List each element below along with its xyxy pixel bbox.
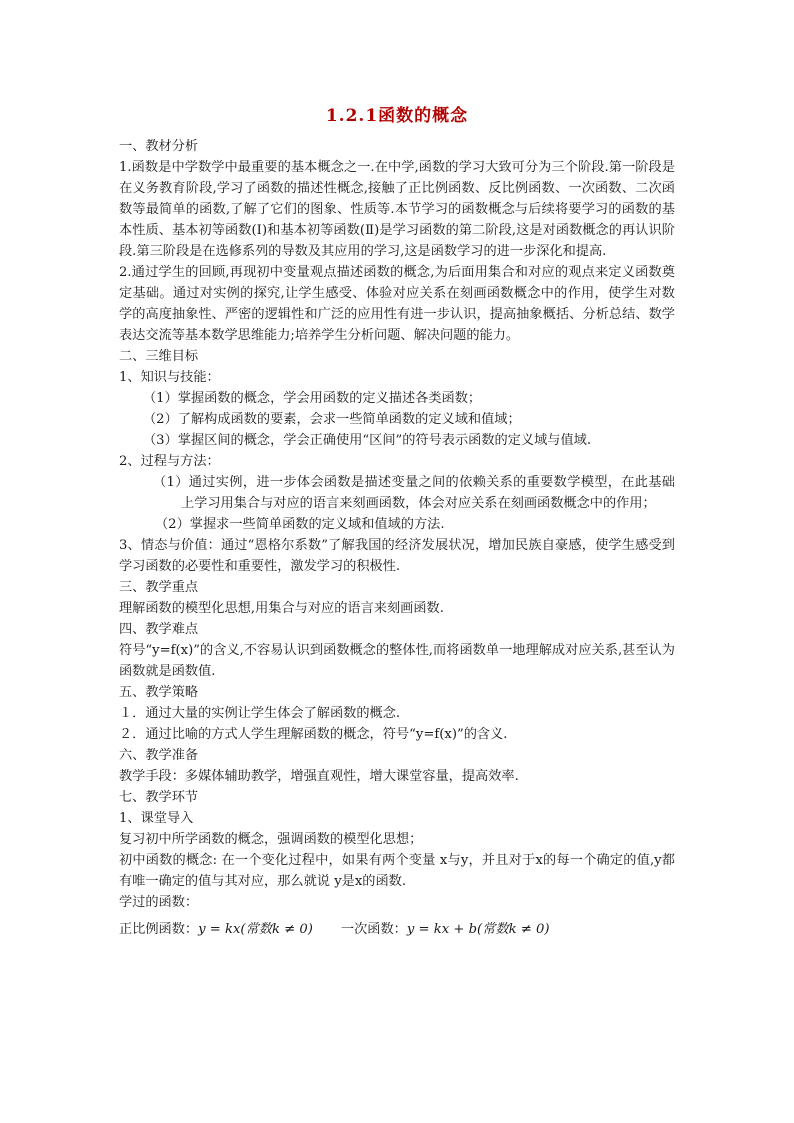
- subheading-knowledge-skills: 1、知识与技能：: [119, 370, 220, 385]
- section-heading-preparation: 六、教学准备: [119, 748, 199, 763]
- goal-item: （2）了解构成函数的要素，会求一些简单函数的定义域和值域；: [143, 412, 521, 427]
- section-heading-goals: 二、三维目标: [119, 349, 199, 364]
- strategy-item: １．通过大量的实例让学生体会了解函数的概念.: [119, 706, 401, 721]
- paragraph-key-points: 理解函数的模型化思想,用集合与对应的语言来刻画函数.: [119, 601, 444, 616]
- formula-proportional: y = kx(常数k ≠ 0): [198, 922, 313, 937]
- section-heading-procedure: 七、教学环节: [119, 790, 199, 805]
- paragraph-difficulties: 符号“y=f(x)”的含义,不容易认识到函数概念的整体性,而将函数单一地理解成对应关系,甚至认为函数就是函数值.: [119, 643, 675, 679]
- paragraph-preparation: 教学手段：多媒体辅助教学，增强直观性，增大课堂容量，提高效率.: [119, 769, 519, 784]
- paragraph-function-definition: 初中函数的概念: 在一个变化过程中，如果有两个变量 x与y，并且对于x的每一个确定的值,y都有唯一确定的值与其对应，那么就说 y是x的函数.: [119, 853, 675, 889]
- paragraph-materials-1: 1.函数是中学数学中最重要的基本概念之一.在中学,函数的学习大致可分为三个阶段.第一阶段是在义务教育阶段,学习了函数的描述性概念,接触了正比例函数、反比例函数、一次函数、二次函数等最简单的函数,了解了它们的图象、性质等.本节学习的函数概念与后续将要学习的函数的基本性质、基本初等函数(Ⅰ)和基本初等函数(Ⅱ)是学习函数的第二阶段,这是对函数概念的再认识阶段.第三阶段是在选修系列的导数及其应用的学习,这是函数学习的进一步深化和提高.: [119, 160, 675, 259]
- strategy-item: ２．通过比喻的方式人学生理解函数的概念，符号“y=f(x)”的含义.: [119, 727, 508, 742]
- document-page: [119, 104, 675, 943]
- paragraph-review: 复习初中所学函数的概念，强调函数的模型化思想；: [119, 832, 423, 847]
- paragraph-emotion-values: 3、情态与价值：通过“恩格尔系数”了解我国的经济发展状况，增加民族自豪感，使学生感受到学习函数的必要性和重要性，激发学习的积极性.: [119, 538, 675, 574]
- subheading-introduction: 1、课堂导入: [119, 811, 194, 826]
- goal-item: （1）掌握函数的概念，学会用函数的定义描述各类函数；: [143, 391, 482, 406]
- formula-label-proportional: 正比例函数：: [119, 922, 199, 937]
- section-heading-key-points: 三、教学重点: [119, 580, 199, 595]
- goal-item: （2）掌握求一些简单函数的定义域和值域的方法.: [155, 517, 445, 532]
- subheading-process-method: 2、过程与方法：: [119, 454, 220, 469]
- section-heading-strategy: 五、教学策略: [119, 685, 199, 700]
- section-heading-difficulties: 四、教学难点: [119, 622, 199, 637]
- goal-item: （3）掌握区间的概念，学会正确使用“区间”的符号表示函数的定义域与值域.: [143, 433, 592, 448]
- formula-linear: y = kx + b(常数k ≠ 0): [406, 922, 550, 937]
- formula-line: [119, 917, 675, 943]
- document-title: 1.2.1函数的概念: [325, 106, 469, 126]
- section-heading-materials: 一、教材分析: [119, 139, 199, 154]
- paragraph-learned-functions: 学过的函数：: [119, 895, 199, 910]
- paragraph-materials-2: 2.通过学生的回顾,再现初中变量观点描述函数的概念,为后面用集合和对应的观点来定义函数奠定基础。通过对实例的探究,让学生感受、体验对应关系在刻画函数概念中的作用，使学生对数学的高度抽象性、严密的逻辑性和广泛的应用性有进一步认识，提高抽象概括、分析总结、数学表达交流等基本数学思维能力;培养学生分析问题、解决问题的能力。: [119, 265, 675, 343]
- formula-label-linear: 一次函数：: [340, 922, 407, 937]
- goal-item: （1）通过实例，进一步体会函数是描述变量之间的依赖关系的重要数学模型，在此基础上学习用集合与对应的语言来刻画函数，体会对应关系在刻画函数概念中的作用；: [153, 475, 675, 511]
